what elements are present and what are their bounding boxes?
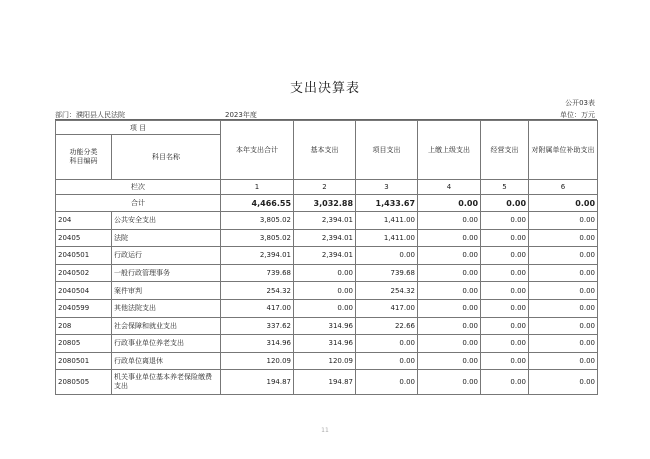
amount-cell: 337.62 [221,317,294,335]
func-code-cell: 208 [56,317,112,335]
amount-cell: 3,805.02 [221,212,294,230]
amount-cell: 0.00 [356,247,418,265]
col-header-project-expenditure: 项目支出 [356,121,418,180]
amount-cell: 0.00 [418,264,481,282]
total-value: 0.00 [529,195,598,212]
amount-cell: 0.00 [529,317,598,335]
col-header-remit-to-superior: 上缴上级支出 [418,121,481,180]
amount-cell: 739.68 [356,264,418,282]
amount-cell: 0.00 [481,282,529,300]
amount-cell: 739.68 [221,264,294,282]
amount-cell: 0.00 [356,352,418,370]
amount-cell: 0.00 [418,299,481,317]
amount-cell: 2,394.01 [294,212,356,230]
subject-name-cell: 案件审判 [112,282,221,300]
total-value: 1,433.67 [356,195,418,212]
column-index-label: 栏次 [56,180,221,195]
amount-cell: 417.00 [356,299,418,317]
amount-cell: 0.00 [529,212,598,230]
amount-cell: 1,411.00 [356,212,418,230]
amount-cell: 0.00 [481,299,529,317]
subject-name-cell: 机关事业单位基本养老保险缴费支出 [112,370,221,395]
department-label: 部门：濮阳县人民法院 [55,111,125,119]
amount-cell: 0.00 [529,370,598,395]
expenditure-table [55,119,597,395]
unit-label: 单位：万元 [560,111,595,119]
column-number: 6 [529,180,598,195]
amount-cell: 0.00 [529,247,598,265]
table-row [56,299,598,317]
amount-cell: 2,394.01 [221,247,294,265]
item-header: 项 目 [56,121,221,135]
form-code: 公开03表 [565,99,595,107]
amount-cell: 2,394.01 [294,247,356,265]
subject-name-cell: 一般行政管理事务 [112,264,221,282]
amount-cell: 0.00 [481,335,529,353]
fiscal-year: 2023年度 [225,111,257,119]
table-row [56,264,598,282]
func-code-cell: 2080505 [56,370,112,395]
amount-cell: 0.00 [529,299,598,317]
func-code-cell: 2080501 [56,352,112,370]
amount-cell: 0.00 [481,247,529,265]
subject-name-cell: 行政事业单位养老支出 [112,335,221,353]
subject-name-cell: 法院 [112,229,221,247]
subject-name-cell: 公共安全支出 [112,212,221,230]
amount-cell: 2,394.01 [294,229,356,247]
col-header-subsidy-to-affiliates: 对附属单位补助支出 [529,121,598,180]
col-header-total-expenditure: 本年支出合计 [221,121,294,180]
col-header-operating-expenditure: 经营支出 [481,121,529,180]
amount-cell: 1,411.00 [356,229,418,247]
subject-name-cell: 行政运行 [112,247,221,265]
amount-cell: 0.00 [418,335,481,353]
amount-cell: 0.00 [418,247,481,265]
amount-cell: 0.00 [294,299,356,317]
amount-cell: 0.00 [356,335,418,353]
func-code-cell: 2040502 [56,264,112,282]
amount-cell: 0.00 [294,282,356,300]
amount-cell: 22.66 [356,317,418,335]
amount-cell: 0.00 [356,370,418,395]
total-value: 0.00 [418,195,481,212]
amount-cell: 0.00 [529,335,598,353]
column-number: 1 [221,180,294,195]
func-code-cell: 204 [56,212,112,230]
amount-cell: 0.00 [418,370,481,395]
amount-cell: 254.32 [356,282,418,300]
col-header-basic-expenditure: 基本支出 [294,121,356,180]
page-number: 11 [321,427,329,434]
func-code-cell: 2040599 [56,299,112,317]
func-code-cell: 20405 [56,229,112,247]
column-number: 2 [294,180,356,195]
subject-name-header: 科目名称 [112,135,221,180]
table-row [56,229,598,247]
amount-cell: 0.00 [481,317,529,335]
total-label: 合计 [56,195,221,212]
amount-cell: 254.32 [221,282,294,300]
amount-cell: 0.00 [529,229,598,247]
amount-cell: 120.09 [294,352,356,370]
total-value: 4,466.55 [221,195,294,212]
amount-cell: 0.00 [529,352,598,370]
amount-cell: 0.00 [529,264,598,282]
amount-cell: 0.00 [529,282,598,300]
amount-cell: 314.96 [294,317,356,335]
subject-name-cell: 行政单位离退休 [112,352,221,370]
amount-cell: 0.00 [481,229,529,247]
column-number: 3 [356,180,418,195]
amount-cell: 0.00 [294,264,356,282]
func-code-header: 功能分类 科目编码 [56,135,112,180]
total-value: 0.00 [481,195,529,212]
func-code-cell: 20805 [56,335,112,353]
table-row [56,247,598,265]
column-number: 5 [481,180,529,195]
amount-cell: 0.00 [418,352,481,370]
table-row [56,335,598,353]
amount-cell: 0.00 [418,212,481,230]
amount-cell: 0.00 [418,317,481,335]
amount-cell: 0.00 [481,212,529,230]
column-number: 4 [418,180,481,195]
amount-cell: 194.87 [221,370,294,395]
amount-cell: 0.00 [481,352,529,370]
amount-cell: 314.96 [294,335,356,353]
table-row [56,317,598,335]
amount-cell: 0.00 [418,229,481,247]
table-row [56,352,598,370]
subject-name-cell: 社会保障和就业支出 [112,317,221,335]
amount-cell: 194.87 [294,370,356,395]
amount-cell: 0.00 [418,282,481,300]
amount-cell: 0.00 [481,264,529,282]
page-title: 支出决算表 [289,81,360,96]
func-code-cell: 2040501 [56,247,112,265]
func-code-cell: 2040504 [56,282,112,300]
amount-cell: 0.00 [481,370,529,395]
amount-cell: 417.00 [221,299,294,317]
amount-cell: 314.96 [221,335,294,353]
total-row [56,195,598,212]
table-row [56,282,598,300]
total-value: 3,032.88 [294,195,356,212]
table-row [56,370,598,395]
subject-name-cell: 其他法院支出 [112,299,221,317]
amount-cell: 3,805.02 [221,229,294,247]
table-row [56,212,598,230]
amount-cell: 120.09 [221,352,294,370]
